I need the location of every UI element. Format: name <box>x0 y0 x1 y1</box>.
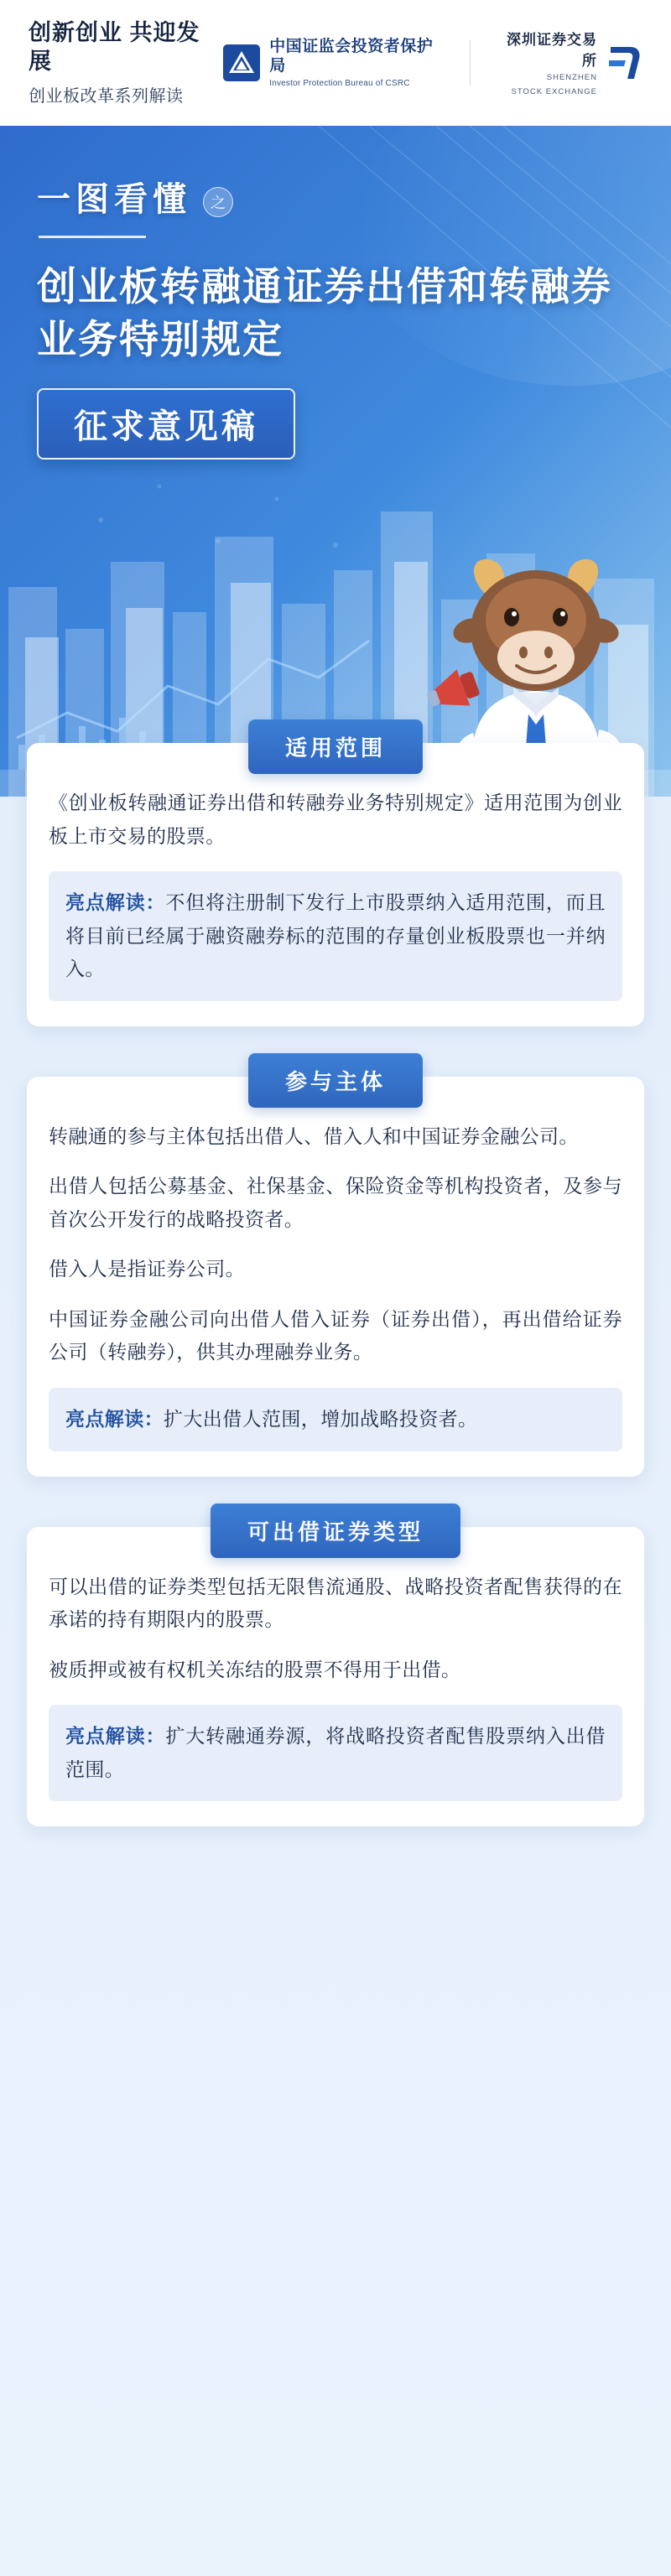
section-paragraph: 借入人是指证券公司。 <box>49 1258 245 1280</box>
section-heading: 可出借证券类型 <box>211 1504 460 1558</box>
section-heading: 参与主体 <box>248 1053 423 1108</box>
hero-kicker <box>37 173 671 221</box>
highlight-text: 扩大出借人范围，增加战略投资者。 <box>164 1408 478 1431</box>
hero-rule <box>39 236 146 238</box>
csrc-logo-text <box>269 38 448 88</box>
header-titles <box>29 19 222 106</box>
section-paragraph: 转融通的参与主体包括出借人、借入人和中国证券金融公司。 <box>49 1124 579 1147</box>
hero-title: 创业板转融通证券出借和转融券业务特别规定 <box>37 264 612 362</box>
hero-text-block <box>0 126 671 460</box>
szse-name-en-line1: SHENZHEN <box>546 73 598 83</box>
highlight-text: 不但将注册制下发行上市股票纳入适用范围，而且将目前已经属于融资融券标的范围的存量创业板股票也一并纳入。 <box>65 891 606 980</box>
highlight-label: 亮点解读： <box>65 1725 166 1748</box>
szse-logo-text <box>492 28 597 98</box>
highlight-box <box>49 1705 622 1801</box>
csrc-shield-icon <box>222 44 261 82</box>
header-subtitle: 创业板改革系列解读 <box>29 86 184 106</box>
header-logos <box>222 28 642 98</box>
highlight-label: 亮点解读： <box>65 891 166 914</box>
logo-divider <box>470 40 471 86</box>
section-card-security-types <box>27 1519 644 1827</box>
section-paragraph: 《创业板转融通证券出借和转融券业务特别规定》适用范围为创业板上市交易的股票。 <box>49 792 622 847</box>
highlight-box <box>49 1388 622 1452</box>
csrc-name-en: Investor Protection Bureau of CSRC <box>269 78 410 88</box>
hero-kicker-mark: 之 <box>203 187 233 217</box>
hero-banner <box>0 126 671 797</box>
hero-draft-badge: 征求意见稿 <box>37 388 295 460</box>
szse-logo-block <box>492 28 642 98</box>
section-card-scope <box>27 735 644 1026</box>
szse-name-cn: 深圳证券交易所 <box>507 32 598 70</box>
bull-mascot-illustration <box>414 513 658 782</box>
csrc-logo-block <box>222 38 448 88</box>
szse-logo-icon <box>606 44 642 82</box>
header-title: 创新创业 共迎发展 <box>29 20 200 74</box>
highlight-box <box>49 871 622 1001</box>
highlight-label: 亮点解读： <box>65 1408 164 1431</box>
section-paragraph: 中国证券金融公司向出借人借入证券（证券出借），再出借给证券公司（转融券），供其办理融券业务。 <box>49 1307 622 1363</box>
section-paragraph: 可以出借的证券类型包括无限售流通股、战略投资者配售获得的在承诺的持有期限内的股票。 <box>49 1575 622 1631</box>
csrc-name-cn: 中国证监会投资者保护局 <box>269 38 434 75</box>
content-area <box>0 735 671 1927</box>
header-bar <box>0 0 671 126</box>
szse-name-en-line2: STOCK EXCHANGE <box>511 87 598 96</box>
section-heading: 适用范围 <box>248 719 423 774</box>
section-paragraph: 出借人包括公募基金、社保基金、保险资金等机构投资者，及参与首次公开发行的战略投资者。 <box>49 1175 622 1230</box>
section-card-participants <box>27 1068 644 1477</box>
highlight-text: 扩大转融通券源，将战略投资者配售股票纳入出借范围。 <box>65 1725 606 1780</box>
hero-kicker-text: 一图看懂 <box>37 181 191 218</box>
section-paragraph: 被质押或被有权机关冻结的股票不得用于出借。 <box>49 1658 461 1680</box>
